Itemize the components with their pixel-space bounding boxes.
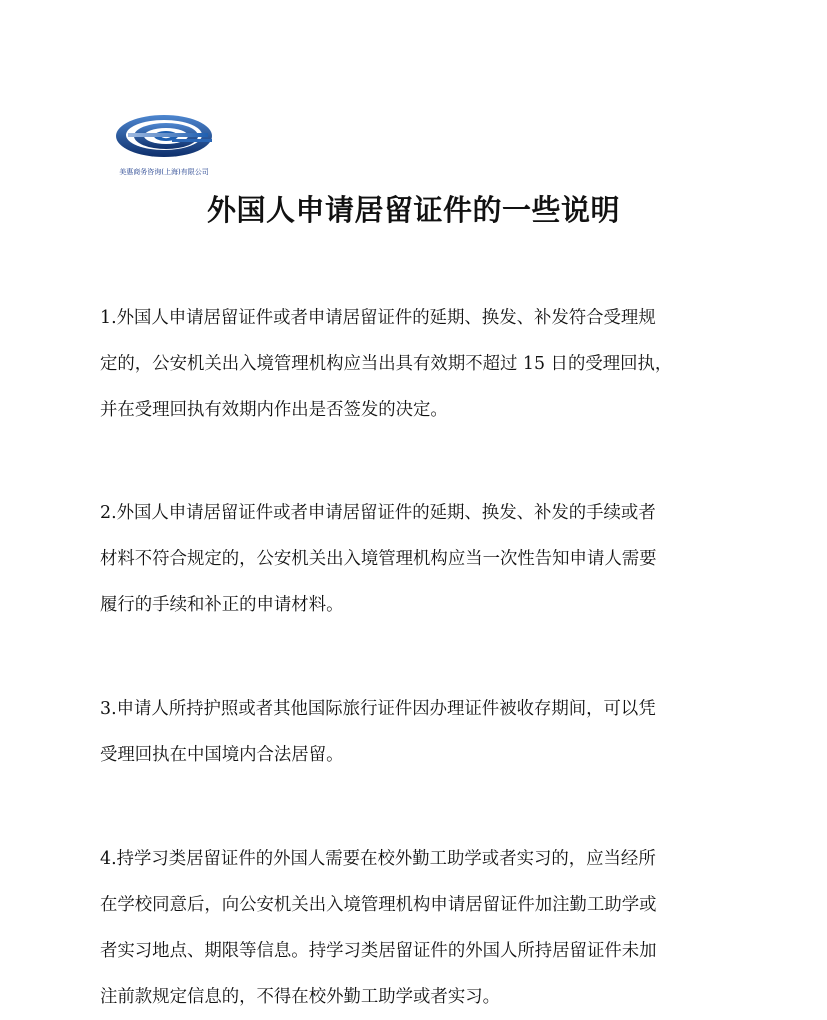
paragraph-line: 在学校同意后，向公安机关出入境管理机构申请居留证件加注勤工助学或 xyxy=(100,895,657,915)
paragraph-line: 定的，公安机关出入境管理机构应当出具有效期不超过 15 日的受理回执， xyxy=(100,354,673,374)
paragraph-line: 4.持学习类居留证件的外国人需要在校外勤工助学或者实习的，应当经所 xyxy=(100,849,656,869)
paragraph-line: 并在受理回执有效期内作出是否签发的决定。 xyxy=(100,400,448,420)
paragraph-line: 2.外国人申请居留证件或者申请居留证件的延期、换发、补发的手续或者 xyxy=(100,503,656,523)
paragraph-line: 1.外国人申请居留证件或者申请居留证件的延期、换发、补发符合受理规 xyxy=(100,308,656,328)
company-logo xyxy=(108,106,220,184)
paragraph-line: 注前款规定信息的，不得在校外勤工助学或者实习。 xyxy=(100,987,500,1007)
paragraph-4 xyxy=(100,836,730,1020)
paragraph-line: 受理回执在中国境内合法居留。 xyxy=(100,745,344,765)
paragraph-line: 履行的手续和补正的申请材料。 xyxy=(100,595,344,615)
paragraph-line: 者实习地点、期限等信息。持学习类居留证件的外国人所持居留证件未加 xyxy=(100,941,657,961)
document-title: 外国人申请居留证件的一些说明 xyxy=(206,193,620,227)
paragraph-1 xyxy=(100,295,730,433)
paragraph-line: 材料不符合规定的，公安机关出入境管理机构应当一次性告知申请人需要 xyxy=(100,549,657,569)
company-logo-at-sign-icon xyxy=(108,106,220,168)
company-logo-caption: 美惠商务咨询(上海)有限公司 xyxy=(119,168,209,176)
paragraph-2 xyxy=(100,490,730,628)
paragraph-line: 3.申请人所持护照或者其他国际旅行证件因办理证件被收存期间，可以凭 xyxy=(100,699,656,719)
paragraph-3 xyxy=(100,686,730,778)
